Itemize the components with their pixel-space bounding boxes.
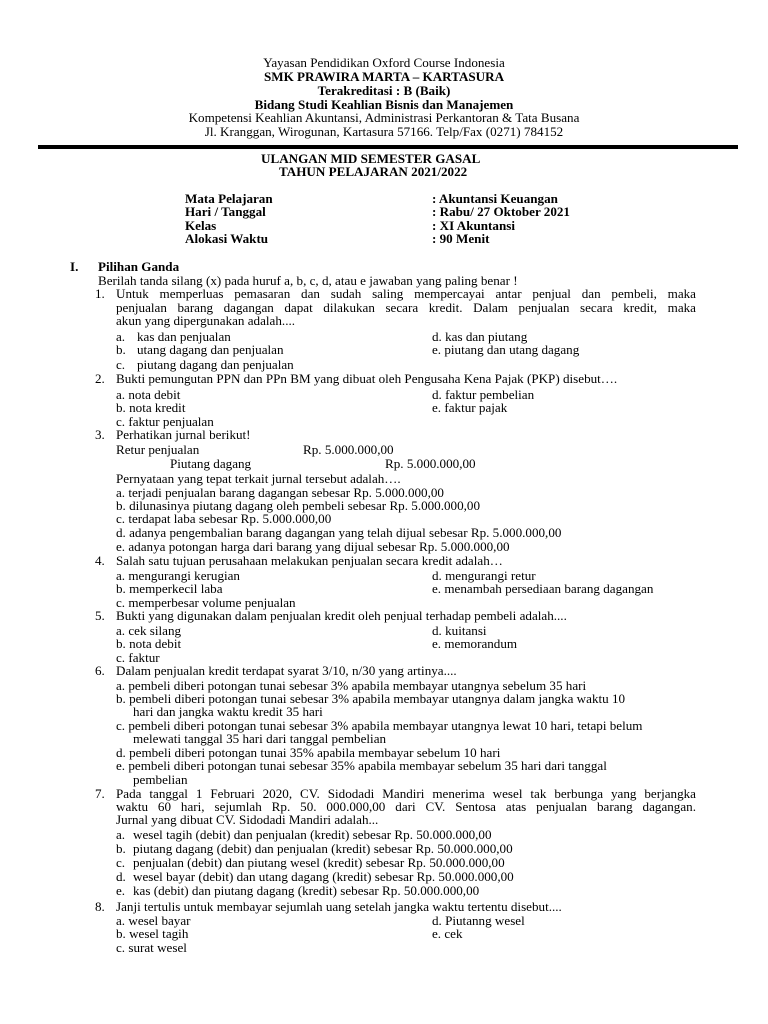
option-text: e. memorandum	[432, 636, 518, 651]
school-address: Jl. Kranggan, Wirogunan, Kartasura 57166. Telp/Fax (0271) 784152	[204, 124, 564, 139]
question-text: penjualan barang dagangan dapat dilakukan secara kredit. Dalam penjualan secara kredit, maka	[116, 300, 696, 315]
question-number: 2.	[95, 371, 105, 386]
info-label: Hari / Tanggal	[185, 204, 266, 219]
option-text: b. memperkecil laba	[116, 581, 223, 596]
question-number: 3.	[95, 427, 105, 442]
question-text: akun yang dipergunakan adalah....	[116, 313, 296, 328]
question-text: Pada tanggal 1 Februari 2020, CV. Sidodadi Mandiri menerima wesel tak berbunga yang berjangka	[116, 786, 696, 801]
question-text: Perhatikan jurnal berikut!	[116, 427, 251, 442]
option-label: e.	[116, 883, 126, 898]
question-number: 8.	[95, 899, 105, 914]
journal-amount: Rp. 5.000.000,00	[385, 456, 476, 471]
question-text: Dalam penjualan kredit terdapat syarat 3/10, n/30 yang artinya....	[116, 663, 457, 678]
option-text: a. nota debit	[116, 387, 181, 402]
exam-year: TAHUN PELAJARAN 2021/2022	[279, 164, 468, 179]
competency: Kompetensi Keahlian Akuntansi, Administrasi Perkantoran & Tata Busana	[188, 110, 580, 125]
header-divider	[38, 145, 738, 149]
option-text: e. cek	[432, 926, 463, 941]
section-number: I.	[70, 259, 79, 274]
option-text: d. faktur pembelian	[432, 387, 535, 402]
question-text: Jurnal yang dibuat CV. Sidodadi Mandiri adalah...	[116, 812, 379, 827]
option-text: a. terjadi penjualan barang dagangan sebesar Rp. 5.000.000,00	[116, 485, 444, 500]
section-instruction: Berilah tanda silang (x) pada huruf a, b, c, d, atau e jawaban yang paling benar !	[98, 273, 518, 288]
journal-amount: Rp. 5.000.000,00	[303, 442, 394, 457]
option-text: a. wesel bayar	[116, 913, 191, 928]
journal-account: Retur penjualan	[116, 442, 200, 457]
option-label: c.	[116, 357, 126, 372]
question-number: 6.	[95, 663, 105, 678]
option-text: b. nota kredit	[116, 400, 186, 415]
accreditation: Terakreditasi : B (Baik)	[317, 83, 451, 98]
question-number: 4.	[95, 553, 105, 568]
school-name: SMK PRAWIRA MARTA – KARTASURA	[263, 69, 505, 84]
option-label: a.	[116, 329, 126, 344]
option-text: utang dagang dan penjualan	[137, 342, 284, 357]
exam-title: ULANGAN MID SEMESTER GASAL	[261, 151, 481, 166]
info-label: Alokasi Waktu	[185, 231, 269, 246]
info-value: : XI Akuntansi	[432, 218, 515, 233]
option-text: e. piutang dan utang dagang	[432, 342, 580, 357]
option-text: kas (debit) dan piutang dagang (kredit) sebesar Rp. 50.000.000,00	[133, 883, 480, 898]
option-text: melewati tanggal 35 hari dari tanggal pembelian	[133, 731, 387, 746]
info-value: : Akuntansi Keuangan	[432, 191, 558, 206]
option-text: e. adanya potongan harga dari barang yang dijual sebesar Rp. 5.000.000,00	[116, 539, 510, 554]
option-text: piutang dagang (debit) dan penjualan (kredit) sebesar Rp. 50.000.000,00	[133, 841, 513, 856]
question-number: 7.	[95, 786, 105, 801]
option-text: d. adanya pengembalian barang dagangan yang telah dijual sebesar Rp. 5.000.000,00	[116, 525, 562, 540]
info-label: Mata Pelajaran	[185, 191, 273, 206]
question-text: Salah satu tujuan perusahaan melakukan penjualan secara kredit adalah…	[116, 553, 503, 568]
option-text: kas dan penjualan	[137, 329, 231, 344]
option-text: a. mengurangi kerugian	[116, 568, 240, 583]
option-label: b.	[116, 841, 126, 856]
option-text: d. pembeli diberi potongan tunai 35% apabila membayar sebelum 10 hari	[116, 745, 501, 760]
question-text: Untuk memperluas pemasaran dan sudah saling mempercayai antar penjual dan pembeli, maka	[116, 286, 696, 301]
option-text: d. mengurangi retur	[432, 568, 536, 583]
option-text: b. pembeli diberi potongan tunai sebesar 3% apabila membayar utangnya dalam jangka waktu 10	[116, 691, 626, 706]
question-text: waktu 60 hari, sejumlah Rp. 50. 000.000,00 dari CV. Sentosa atas penjualan barang dagangan.	[116, 799, 696, 814]
option-text: b. nota debit	[116, 636, 182, 651]
option-label: d.	[116, 869, 126, 884]
option-text: c. surat wesel	[116, 940, 187, 955]
option-text: b. dilunasinya piutang dagang oleh pembeli sebesar Rp. 5.000.000,00	[116, 498, 481, 513]
question-text: Bukti yang digunakan dalam penjualan kredit oleh penjual terhadap pembeli adalah....	[116, 608, 567, 623]
info-label: Kelas	[185, 218, 217, 233]
question-text: Janji tertulis untuk membayar sejumlah uang setelah jangka waktu tertentu disebut....	[116, 899, 562, 914]
journal-account: Piutang dagang	[170, 456, 252, 471]
option-label: b.	[116, 342, 126, 357]
section-title: Pilihan Ganda	[98, 259, 180, 274]
info-value: : Rabu/ 27 Oktober 2021	[432, 204, 570, 219]
option-text: wesel tagih (debit) dan penjualan (kredit) sebesar Rp. 50.000.000,00	[133, 827, 492, 842]
option-text: d. kuitansi	[432, 623, 487, 638]
info-value: : 90 Menit	[432, 231, 490, 246]
option-text: c. terdapat laba sebesar Rp. 5.000.000,00	[116, 511, 332, 526]
option-text: c. faktur penjualan	[116, 414, 214, 429]
foundation-name: Yayasan Pendidikan Oxford Course Indonesia	[263, 55, 505, 70]
field-of-study: Bidang Studi Keahlian Bisnis dan Manajemen	[254, 97, 514, 112]
option-text: e. faktur pajak	[432, 400, 508, 415]
option-text: d. Piutanng wesel	[432, 913, 525, 928]
option-text: c. pembeli diberi potongan tunai sebesar 3% apabila membayar utangnya lewat 10 hari, tetapi belum	[116, 718, 643, 733]
question-text: Pernyataan yang tepat terkait jurnal tersebut adalah….	[116, 471, 401, 486]
option-text: b. wesel tagih	[116, 926, 189, 941]
option-text: a. pembeli diberi potongan tunai sebesar 3% apabila membayar utangnya sebelum 35 hari	[116, 678, 587, 693]
option-text: piutang dagang dan penjualan	[137, 357, 294, 372]
question-number: 5.	[95, 608, 105, 623]
option-text: c. memperbesar volume penjualan	[116, 595, 296, 610]
option-text: hari dan jangka waktu kredit 35 hari	[133, 704, 323, 719]
option-label: c.	[116, 855, 126, 870]
option-text: e. menambah persediaan barang dagangan	[432, 581, 654, 596]
question-text: Bukti pemungutan PPN dan PPn BM yang dibuat oleh Pengusaha Kena Pajak (PKP) disebut….	[116, 371, 618, 386]
option-text: d. kas dan piutang	[432, 329, 528, 344]
option-text: c. faktur	[116, 650, 160, 665]
option-text: wesel bayar (debit) dan utang dagang (kredit) sebesar Rp. 50.000.000,00	[133, 869, 514, 884]
option-text: pembelian	[133, 772, 188, 787]
option-text: e. pembeli diberi potongan tunai sebesar 35% apabila membayar sebelum 35 hari dari tanggal	[116, 758, 607, 773]
option-label: a.	[116, 827, 126, 842]
option-text: penjualan (debit) dan piutang wesel (kredit) sebesar Rp. 50.000.000,00	[133, 855, 505, 870]
option-text: a. cek silang	[116, 623, 182, 638]
question-number: 1.	[95, 286, 105, 301]
